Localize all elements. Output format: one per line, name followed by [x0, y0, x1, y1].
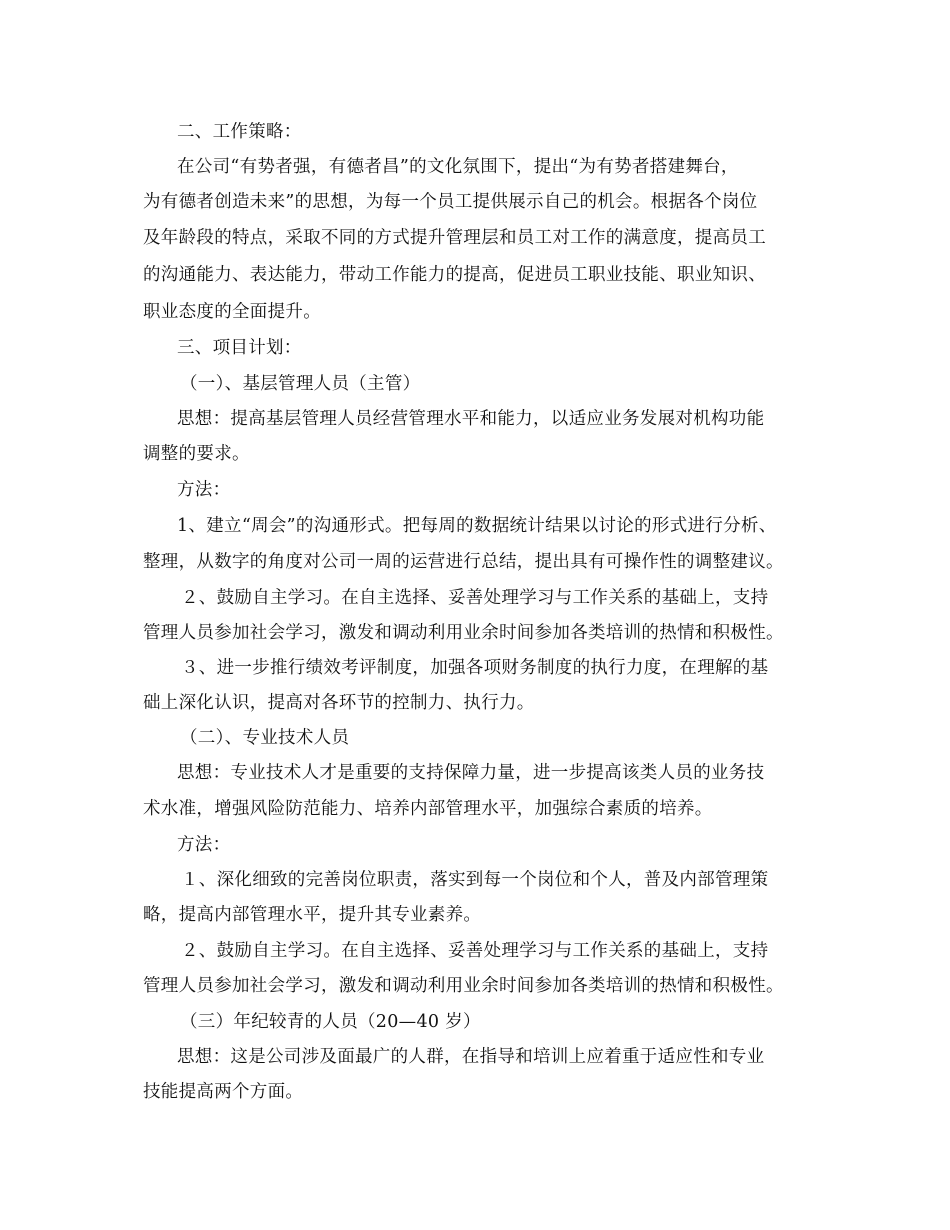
- paragraph-line: 为有德者创造未来”的思想，为每一个员工提供展示自己的机会。根据各个岗位: [143, 192, 758, 212]
- subsection-heading-young-staff: （三）年纪较青的人员（20—40 岁）: [180, 1012, 481, 1032]
- paragraph-line: 术水准，增强风险防范能力、培养内部管理水平，加强综合素质的培养。: [143, 799, 713, 819]
- paragraph-line: 思想：专业技术人才是重要的支持保障力量，进一步提高该类人员的业务技: [177, 763, 765, 783]
- paragraph-line: 在公司“有势者强，有德者昌”的文化氛围下，提出“为有势者搭建舞台，: [177, 157, 739, 177]
- method-label: 方法：: [177, 835, 231, 855]
- section-heading-strategy: 二、工作策略：: [177, 122, 302, 142]
- list-item-line: 1、建立“周会”的沟通形式。把每周的数据统计结果以讨论的形式进行分析、: [177, 516, 777, 536]
- list-item-line: 础上深化认识，提高对各环节的控制力、执行力。: [143, 693, 535, 713]
- section-heading-plan: 三、项目计划：: [177, 338, 302, 358]
- list-item-line: 整理，从数字的角度对公司一周的运营进行总结，提出具有可操作性的调整建议。: [143, 552, 784, 572]
- paragraph-line: 的沟通能力、表达能力，带动工作能力的提高，促进员工职业技能、职业知识、: [143, 265, 766, 285]
- list-item-line: 管理人员参加社会学习，激发和调动利用业余时间参加各类培训的热情和积极性。: [143, 623, 784, 643]
- paragraph-line: 及年龄段的特点，采取不同的方式提升管理层和员工对工作的满意度，提高员工: [143, 228, 766, 248]
- paragraph-line: 职业态度的全面提升。: [143, 302, 321, 322]
- subsection-heading-basic-managers: （一）、基层管理人员（主管）: [180, 374, 421, 394]
- paragraph-line: 技能提高两个方面。: [143, 1082, 304, 1102]
- list-item-line: ２、鼓励自主学习。在自主选择、妥善处理学习与工作关系的基础上，支持: [181, 941, 769, 961]
- paragraph-line: 调整的要求。: [143, 444, 250, 464]
- paragraph-line: 思想：提高基层管理人员经营管理水平和能力，以适应业务发展对机构功能: [177, 409, 765, 429]
- subsection-heading-technical-staff: （二）、专业技术人员: [180, 728, 350, 748]
- list-item-line: １、深化细致的完善岗位职责，落实到每一个岗位和个人，普及内部管理策: [181, 870, 769, 890]
- method-label: 方法：: [177, 480, 231, 500]
- paragraph-line: 思想：这是公司涉及面最广的人群，在指导和培训上应着重于适应性和专业: [177, 1047, 765, 1067]
- list-item-line: ２、鼓励自主学习。在自主选择、妥善处理学习与工作关系的基础上，支持: [181, 588, 769, 608]
- list-item-line: 略，提高内部管理水平，提升其专业素养。: [143, 905, 482, 925]
- list-item-line: 管理人员参加社会学习，激发和调动利用业余时间参加各类培训的热情和积极性。: [143, 976, 784, 996]
- list-item-line: ３、进一步推行绩效考评制度，加强各项财务制度的执行力度，在理解的基: [181, 658, 769, 678]
